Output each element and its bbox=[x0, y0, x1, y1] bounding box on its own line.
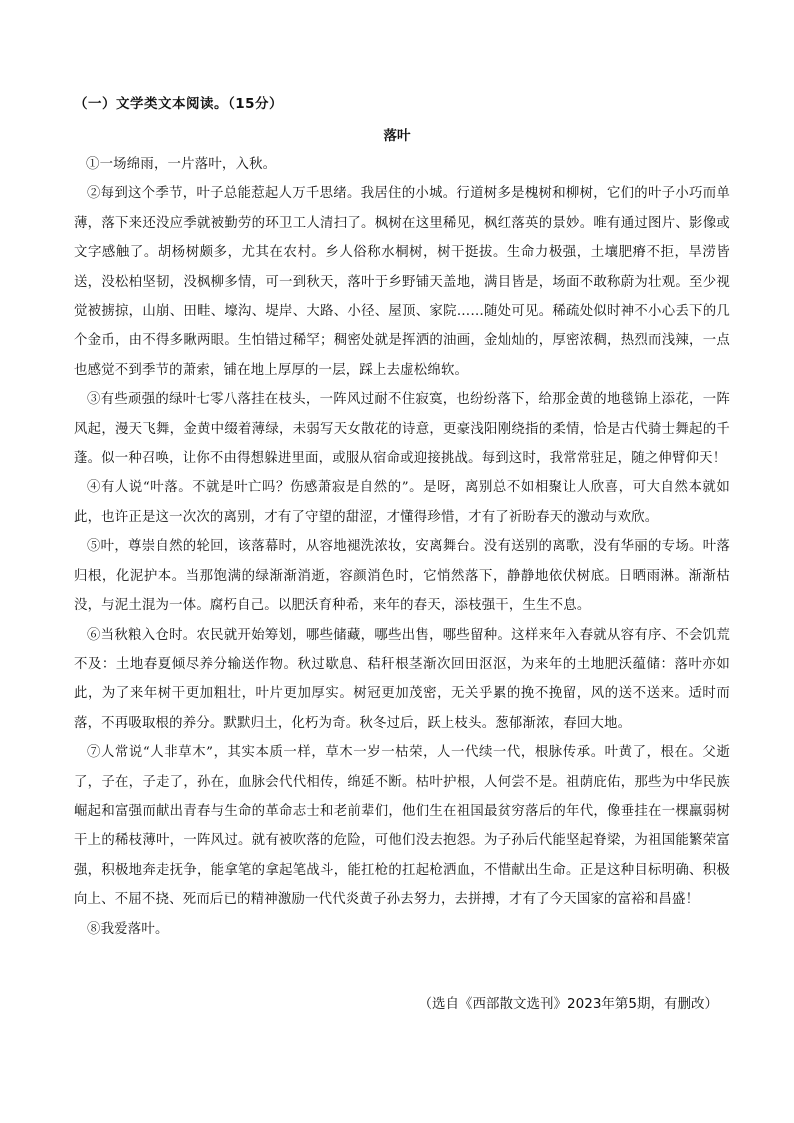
essay-body bbox=[74, 150, 730, 944]
source-note: （选自《西部散文选刊》2023年第5期，有删改） bbox=[418, 996, 718, 1012]
paragraph-5: ⑤叶，尊崇自然的轮回，该落幕时，从容地褪洗浓妆，安离舞台。没有送别的离歌，没有华丽的专场。叶落归根，化泥护本。当那饱满的绿渐渐消逝，容颜消色时，它悄然落下，静静地依伏树底。日晒雨淋。渐渐枯没，与泥土混为一体。腐朽自己。以肥沃育种希，来年的春天，添枝强干，生生不息。 bbox=[74, 539, 730, 614]
paragraph-6: ⑥当秋粮入仓时。农民就开始筹划，哪些储藏，哪些出售，哪些留种。这样来年入春就从容有序、不会饥荒不及：土地春夏倾尽养分输送作物。秋过歇息、秸秆根茎渐次回田沤沤，为来年的土地肥沃蕴储：落叶亦如此，为了来年树干更加粗壮，叶片更加厚实。树冠更加茂密，无关乎累的挽不挽留，风的送不送来。适时而落，不再吸取根的养分。默默归土，化朽为奇。秋冬过后，跃上枝头。葱郁渐浓，春回大地。 bbox=[74, 627, 730, 731]
paragraph-1: ①一场绵雨，一片落叶，入秋。 bbox=[86, 157, 277, 172]
paragraph-8: ⑧我爱落叶。 bbox=[87, 921, 169, 937]
section-heading: （一）文学类文本阅读。（15分） bbox=[74, 96, 284, 112]
paragraph-2: ②每到这个季节，叶子总能惹起人万千思绪。我居住的小城。行道树多是槐树和柳树，它们的叶子小巧而单薄，落下来还没应季就被勤劳的环卫工人清扫了。枫树在这里稀见，枫红落英的景妙。唯有通过图片、影像或文字感触了。胡杨树颇多，尤其在农村。乡人俗称水桐树，树干挺拔。生命力极强，土壤肥瘠不拒，旱涝皆送，没松柏坚韧，没枫柳多情，可一到秋天，落叶于乡野铺天盖地，满目皆是，场面不敢称蔚为壮观。至少视觉被掳掠，山崩、田畦、壕沟、堤岸、大路、小径、屋顶、家院……随处可见。稀疏处似时神不小心丢下的几个金币，由不得多瞅两眼。生怕错过稀罕；稠密处就是挥洒的油画，金灿灿的，厚密浓稠，热烈而浅辣，一点也感觉不到季节的萧索，铺在地上厚厚的一层，踩上去虚松绵软。 bbox=[74, 186, 730, 378]
paragraph-4: ④有人说“叶落。不就是叶亡吗？伤感萧寂是自然的”。是呀，离别总不如相聚让人欣喜，可大自然本就如此，也许正是这一次次的离别，才有了守望的甜涩，才懂得珍惜，才有了祈盼春天的激动与欢欣。 bbox=[74, 480, 730, 525]
essay-title: 落叶 bbox=[383, 128, 411, 144]
paragraph-3: ③有些顽强的绿叶七零八落挂在枝头，一阵风过耐不住寂寞，也纷纷落下，给那金黄的地毯锦上添花，一阵风起，漫天飞舞，金黄中缀着薄绿，未弱写天女散花的诗意，更豪浅阳刚绕指的柔情，恰是古代骑士舞起的千蓬。似一种召唤，让你不由得想躲进里面，或服从宿命或迎接挑战。每到这时，我常常驻足，随之伸臂仰天！ bbox=[74, 392, 730, 467]
paragraph-7: ⑦人常说“人非草木”，其实本质一样，草木一岁一枯荣，人一代续一代，根脉传承。叶黄了，根在。父逝了，子在，子走了，孙在，血脉会代代相传，绵延不断。枯叶护根，人何尝不是。祖荫庇佑，那些为中华民族崛起和富强而献出青春与生命的革命志士和老前辈们，他们生在祖国最贫穷落后的年代，像垂挂在一棵羸弱树干上的稀枝薄叶，一阵风过。就有被吹落的危险，可他们没去抱怨。为子孙后代能坚起脊梁，为祖国能繁荣富强，积极地奔走抚争，能拿笔的拿起笔战斗，能扛枪的扛起枪洒血，不惜献出生命。正是这种目标明确、积极向上、不屈不挠、死而后已的精神激励一代代炎黄子孙去努力，去拼搏，才有了今天国家的富裕和昌盛！ bbox=[74, 745, 730, 908]
